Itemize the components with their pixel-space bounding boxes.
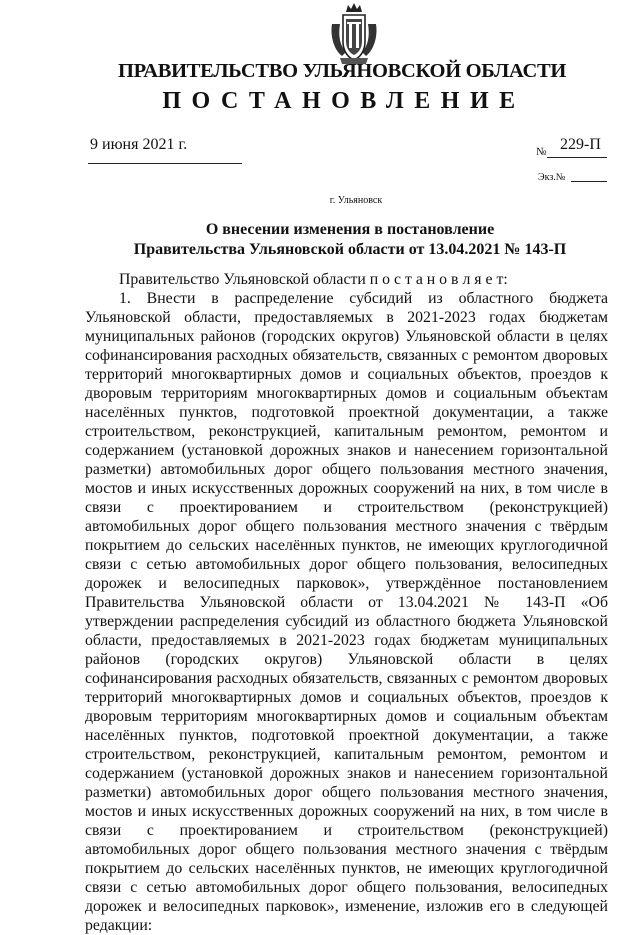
number-underline xyxy=(547,157,607,158)
copy-number-label: Экз.№ xyxy=(538,172,566,183)
copy-number-underline xyxy=(571,181,607,182)
preamble-paragraph: Правительство Ульяновской области п о с т а н о в л я е т: xyxy=(119,271,508,288)
document-type: ПОСТАНОВЛЕНИЕ xyxy=(162,88,526,114)
date-underline xyxy=(88,163,242,164)
organization-title: ПРАВИТЕЛЬСТВО УЛЬЯНОВСКОЙ ОБЛАСТИ xyxy=(117,60,567,82)
heading-line-2: Правительства Ульяновской области от 13.04.2021 № 143-П xyxy=(133,241,567,258)
coat-of-arms-icon xyxy=(328,2,380,66)
heading-line-1: О внесении изменения в постановление xyxy=(205,221,495,238)
number-label: № xyxy=(536,146,547,158)
item-1-paragraph: 1. Внести в распределение субсидий из областного бюджета Ульяновской области, предоставляемых в 2021-2023 годах бюджетам муниципальных районов (городских округов) Ульяновской области в целях софинансирования расходных обязательств, связанных с ремонтом дворовых территорий многоквартирных домов и социальных объектов, проездов к дворовым территориям многоквартирных домов и социальным объектам населённых пунктов, подготовкой проектной документации, а также строительством, реконструкцией, капитальным ремонтом, ремонтом и содержанием (установкой дорожных знаков и нанесением горизонтальной разметки) автомобильных дорог общего пользования местного значения, мостов и иных искусственных дорожных сооружений на них, в том числе в связи с проектированием и строительством (реконструкцией) автомобильных дорог общего пользования местного значения с твёрдым покрытием до сельских населённых пунктов, не имеющих круглогодичной связи с сетью автомобильных дорог общего пользования, велосипедных дорожек и велосипедных парковок», утверждённое постановлением Правительства Ульяновской области от 13.04.2021 № 143-П «Об утверждении распределения субсидий из областного бюджета Ульяновской области, предоставляемых в 2021-2023 годах бюджетам муниципальных районов (городских округов) Ульяновской области в целях софинансирования расходных обязательств, связанных с ремонтом дворовых территорий многоквартирных домов и социальных объектов, проездов к дворовым территориям многоквартирных домов и социальным объектам населённых пунктов, подготовкой проектной документации, а также строительством, реконструкцией, капитальным ремонтом, ремонтом и содержанием (установкой дорожных знаков и нанесением горизонтальной разметки) автомобильных дорог общего пользования местного значения, мостов и иных искусственных дорожных сооружений на них, в том числе в связи с проектированием и строительством (реконструкцией) автомобильных дорог общего пользования местного значения с твёрдым покрытием до сельских населённых пунктов, не имеющих круглогодичной связи с сетью автомобильных дорог общего пользования, велосипедных дорожек и велосипедных парковок», изменение, изложив его в следующей редакции: xyxy=(85,290,608,934)
document-body xyxy=(85,270,608,935)
document-heading xyxy=(100,220,600,260)
document-date: 9 июня 2021 г. xyxy=(90,136,188,153)
city-name: г. Ульяновск xyxy=(329,195,383,206)
document-number: 229-П xyxy=(560,136,601,153)
